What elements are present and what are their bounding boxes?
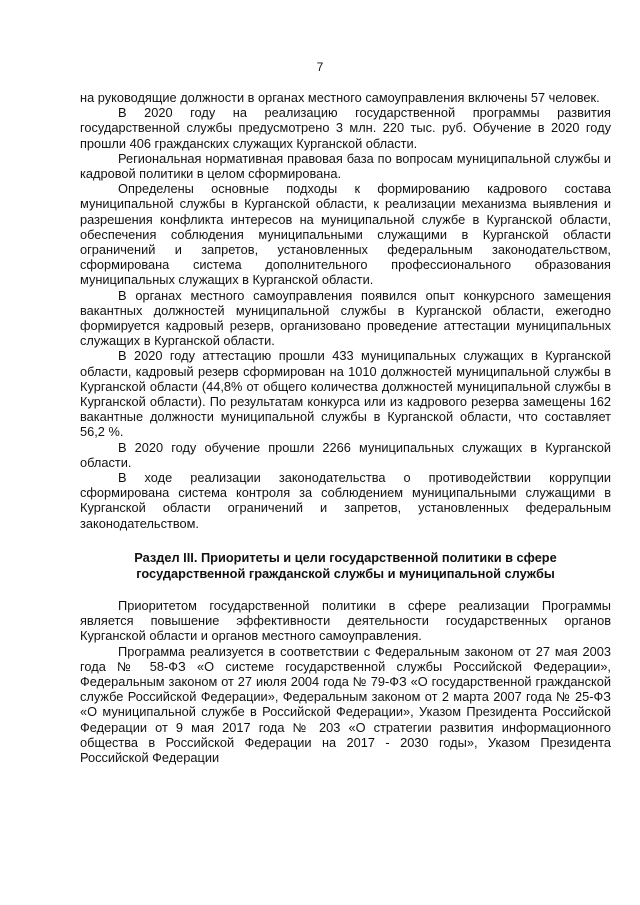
section-heading-line: Раздел III. Приоритеты и цели государственной политики в сфере: [134, 549, 557, 565]
paragraph: В 2020 году аттестацию прошли 433 муниципальных служащих в Курганской области, кадровый резерв сформирован на 1010 должностей муниципальной службы в Курганской области (44,8% от общего количества должностей муниципальной службы в Курганской области). По результатам конкурса или из кадрового резерва замещены 162 вакантные должности муниципальной службы в Курганской области, что составляет 56,2 %.: [80, 348, 611, 440]
section-heading: [80, 550, 611, 582]
section-heading-line: государственной гражданской службы и муниципальной службы: [136, 565, 555, 581]
paragraph: В 2020 году обучение прошли 2266 муниципальных служащих в Курганской области.: [80, 439, 611, 470]
paragraph: В 2020 году на реализацию государственной программы развития государственной службы предусмотрено 3 млн. 220 тыс. руб. Обучение в 2020 году прошли 406 гражданских служащих Курганской области.: [80, 105, 611, 151]
paragraph: В ходе реализации законодательства о противодействии коррупции сформирована система контроля за соблюдением муниципальными служащими в Курганской области ограничений и запретов, установленных федеральным законодательством.: [80, 470, 611, 531]
paragraph: на руководящие должности в органах местного самоуправления включены 57 человек.: [80, 90, 600, 105]
paragraph: Региональная нормативная правовая база по вопросам муниципальной службы и кадровой политики в целом сформирована.: [80, 150, 611, 182]
paragraph: В органах местного самоуправления появился опыт конкурсного замещения вакантных должностей муниципальной службы в Курганской области, ежегодно формируется кадровый резерв, организовано проведение аттестации муниципальных служащих в Курганской области.: [80, 287, 611, 349]
page-number: 7: [316, 60, 324, 74]
paragraph: Программа реализуется в соответствии с Федеральным законом от 27 мая 2003 года № 58-ФЗ «О системе государственной службы Российской Федерации», Федеральным законом от 27 июля 2004 года № 79-ФЗ «О государственной гражданской службе Российской Федерации», Федеральным законом от 2 марта 2007 года № 25-ФЗ «О муниципальной службе в Российской Федерации», Указом Президента Российской Федерации от 9 мая 2017 года № 203 «О стратегии развития информационного общества в Российской Федерации на 2017 - 2030 годы», Указом Президента Российской Федерации: [80, 643, 611, 765]
paragraph: Определены основные подходы к формированию кадрового состава муниципальной службы в Курганской области, к реализации механизма выявления и разрешения конфликта интересов на муниципальной службе в Курганской области, обеспечения соблюдения муниципальными служащими в Курганской области ограничений и запретов, установленных федеральным законодательством, сформирована система дополнительного профессионального образования муниципальных служащих в Курганской области.: [80, 181, 611, 288]
paragraph: Приоритетом государственной политики в сфере реализации Программы является повышение эффективности деятельности государственных органов Курганской области и органов местного самоуправления.: [80, 597, 611, 644]
document-body: [80, 90, 611, 765]
